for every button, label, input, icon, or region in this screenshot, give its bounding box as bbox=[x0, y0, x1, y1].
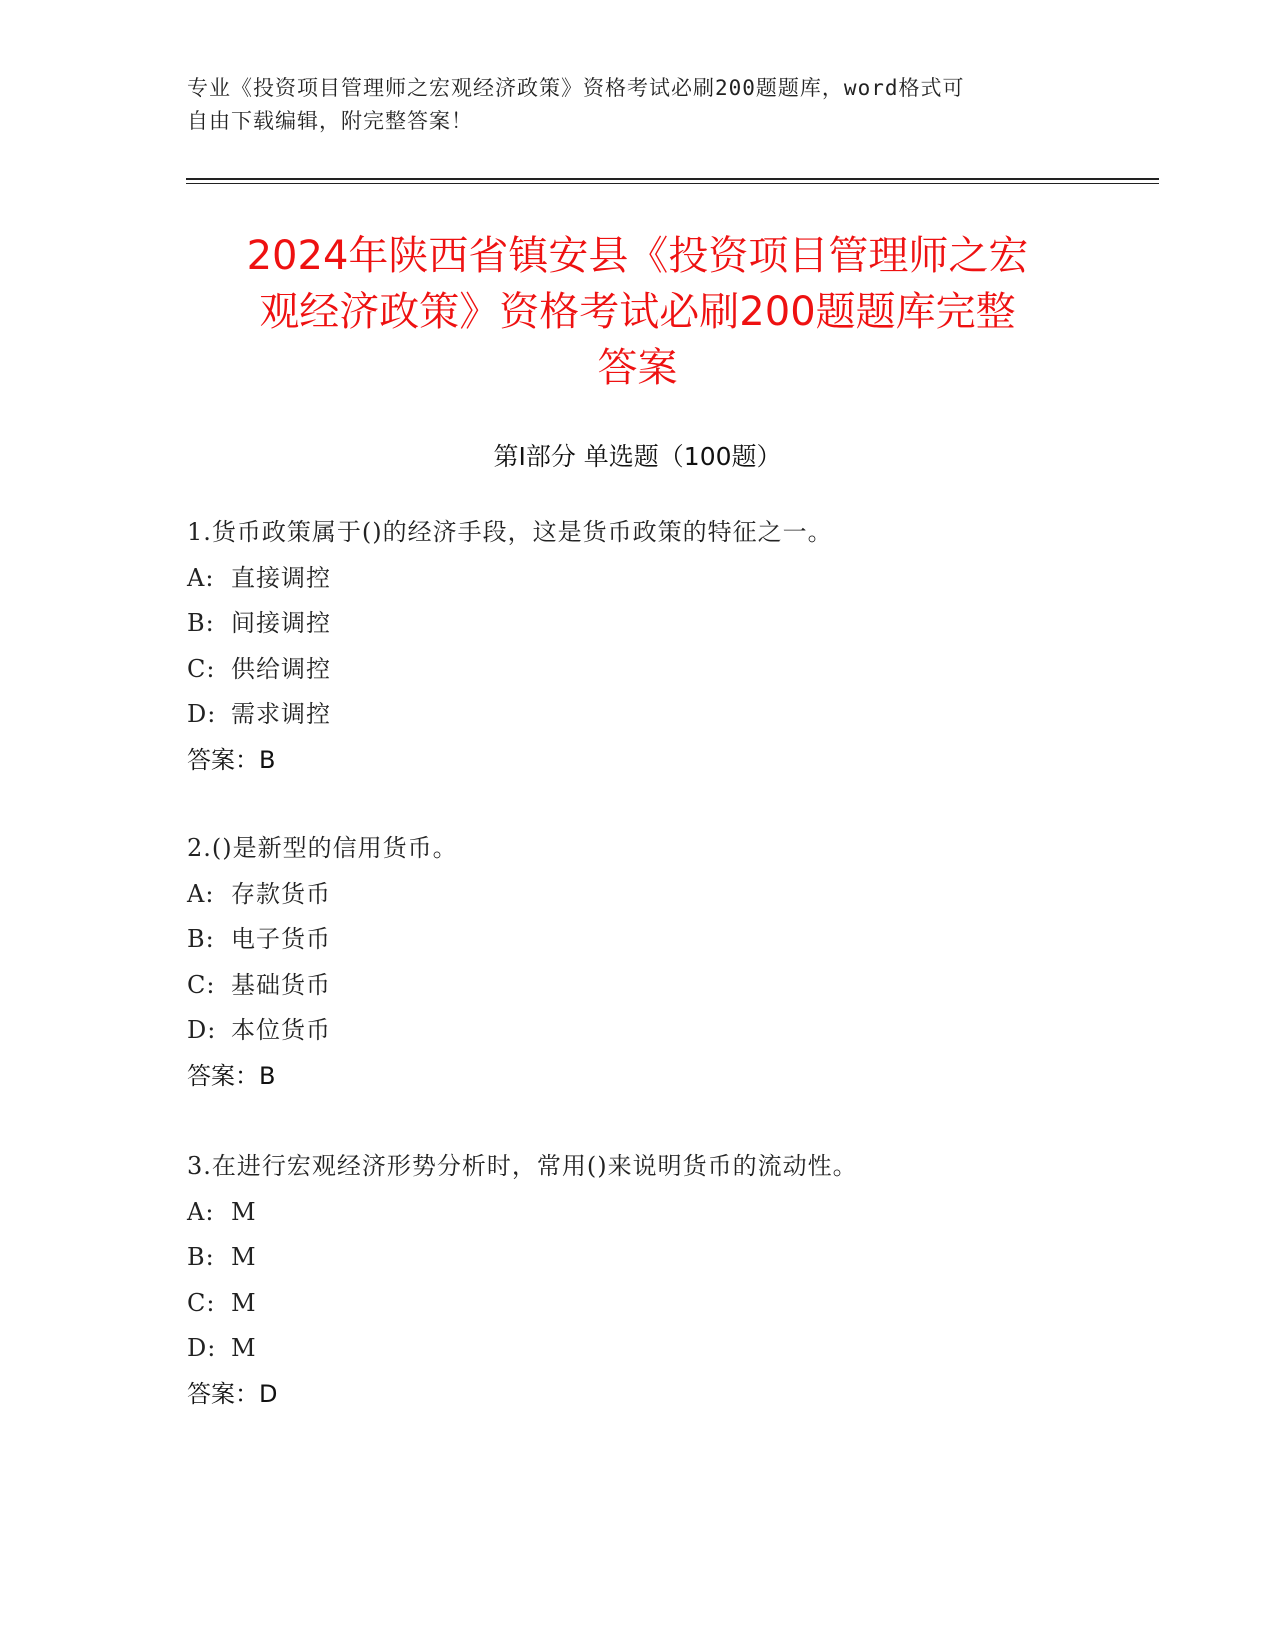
option-text: M bbox=[231, 1243, 257, 1271]
question-3 bbox=[187, 1144, 1147, 1417]
option-c bbox=[187, 647, 1147, 693]
document-title-line-1: 2024年陕西省镇安县《投资项目管理师之宏 bbox=[246, 233, 1029, 279]
answer-line: 答案：D bbox=[187, 1379, 278, 1408]
document-title bbox=[170, 228, 1105, 396]
header-divider-thick bbox=[186, 178, 1159, 180]
section-heading: 第Ⅰ部分 单选题（100题） bbox=[493, 442, 782, 471]
option-letter: C: bbox=[187, 970, 216, 999]
option-letter: D: bbox=[187, 1334, 217, 1362]
option-letter: D: bbox=[187, 1016, 217, 1044]
option-a bbox=[187, 556, 1147, 602]
option-c bbox=[187, 963, 1147, 1009]
document-title-line-3: 答案 bbox=[597, 345, 678, 391]
option-d bbox=[187, 692, 1147, 738]
option-text: 存款货币 bbox=[231, 879, 331, 908]
option-text: 直接调控 bbox=[231, 563, 331, 592]
option-d bbox=[187, 1008, 1147, 1054]
option-text: M bbox=[231, 1197, 257, 1226]
question-1 bbox=[187, 510, 1147, 783]
option-letter: B: bbox=[187, 1243, 215, 1271]
option-text: 本位货币 bbox=[231, 1016, 331, 1044]
option-c bbox=[187, 1281, 1147, 1327]
header-note-line-2: 自由下载编辑，附完整答案！ bbox=[187, 109, 473, 133]
option-text: M bbox=[231, 1288, 257, 1317]
question-stem: 1.货币政策属于()的经济手段，这是货币政策的特征之一。 bbox=[187, 518, 833, 546]
option-letter: C: bbox=[187, 654, 216, 683]
header-divider-thin bbox=[186, 183, 1159, 184]
option-text: 需求调控 bbox=[231, 700, 331, 728]
option-text: M bbox=[231, 1334, 257, 1362]
option-text: 基础货币 bbox=[231, 970, 331, 999]
question-2 bbox=[187, 826, 1147, 1099]
option-letter: B: bbox=[187, 609, 215, 637]
option-b bbox=[187, 1235, 1147, 1281]
document-title-line-2: 观经济政策》资格考试必刷200题题库完整 bbox=[259, 289, 1016, 335]
option-letter: A: bbox=[187, 563, 215, 592]
option-d bbox=[187, 1326, 1147, 1372]
option-letter: C: bbox=[187, 1288, 216, 1317]
option-a bbox=[187, 1190, 1147, 1236]
header-note-line-1: 专业《投资项目管理师之宏观经济政策》资格考试必刷200题题库，word格式可 bbox=[187, 76, 965, 100]
option-text: 电子货币 bbox=[231, 925, 331, 953]
option-letter: B: bbox=[187, 925, 215, 953]
option-text: 间接调控 bbox=[231, 609, 331, 637]
option-a bbox=[187, 872, 1147, 918]
option-letter: A: bbox=[187, 1197, 215, 1226]
option-b bbox=[187, 601, 1147, 647]
header-note bbox=[187, 72, 1087, 138]
option-text: 供给调控 bbox=[231, 654, 331, 683]
option-b bbox=[187, 917, 1147, 963]
answer-line: 答案：B bbox=[187, 745, 276, 774]
answer-line: 答案：B bbox=[187, 1061, 276, 1090]
option-letter: A: bbox=[187, 879, 215, 908]
option-letter: D: bbox=[187, 700, 217, 728]
question-stem: 3.在进行宏观经济形势分析时，常用()来说明货币的流动性。 bbox=[187, 1152, 858, 1180]
question-stem: 2.()是新型的信用货币。 bbox=[187, 834, 458, 862]
